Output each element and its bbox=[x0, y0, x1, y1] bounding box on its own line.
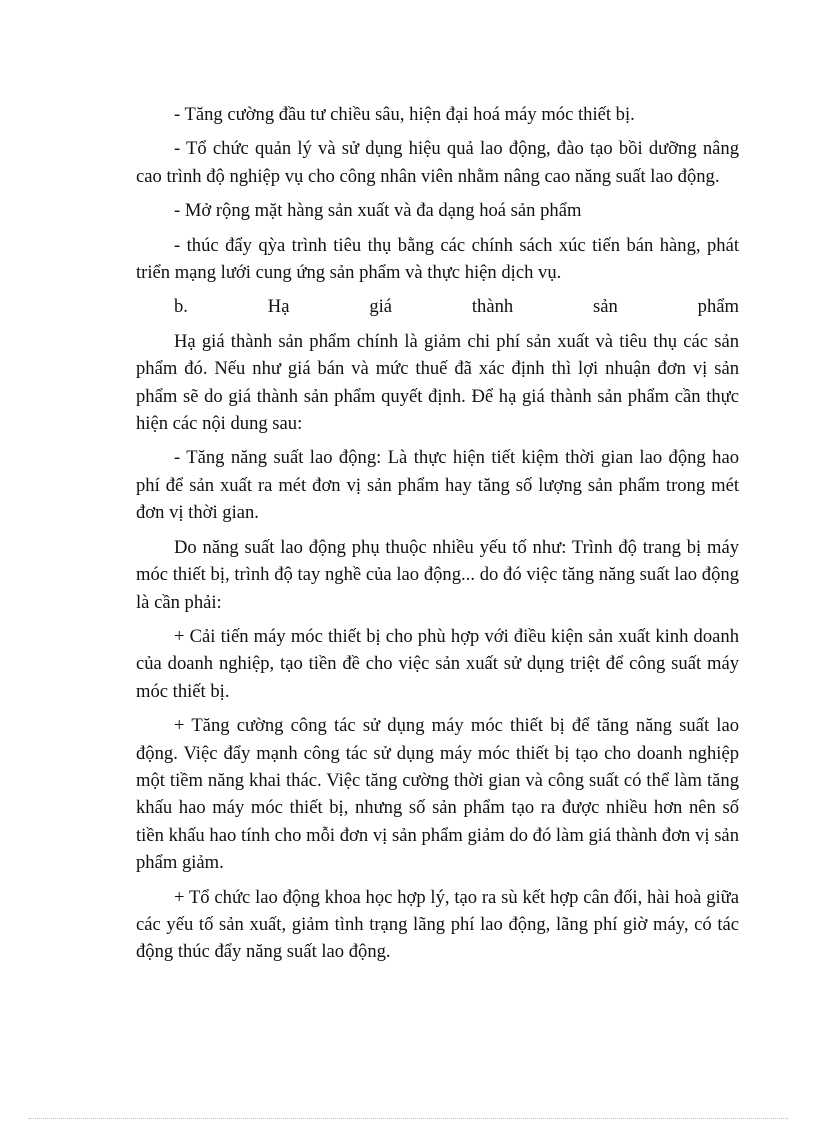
paragraph-productivity: - Tăng năng suất lao động: Là thực hiện tiết kiệm thời gian lao động hao phí để sản xuất ra mét đơn vị sản phẩm hay tăng số lượng sản phẩm trong mét đơn vị thời gian. bbox=[136, 447, 739, 524]
paragraph-promote-consumption: - thúc đẩy qỳa trình tiêu thụ bằng các chính sách xúc tiến bán hàng, phát triển mạng lưới cung ứng sản phẩm và thực hiện dịch vụ. bbox=[136, 234, 739, 284]
paragraph-labor-organization: + Tổ chức lao động khoa học hợp lý, tạo ra sù kết hợp cân đối, hài hoà giữa các yếu tố sản xuất, giảm tình trạng lãng phí lao động, lãng phí giờ máy, có tác động thúc đẩy năng suất lao động. bbox=[136, 886, 739, 963]
document-body bbox=[136, 101, 739, 973]
paragraph-equipment-usage: + Tăng cường công tác sử dụng máy móc thiết bị để tăng năng suất lao động. Việc đẩy mạnh công tác sử dụng máy móc thiết bị tạo cho doanh nghiệp một tiềm năng khai thác. Việc tăng cường thời gian và công suất có thể làm tăng khấu hao máy móc thiết bị, nhưng số sản phẩm tạo ra được nhiều hơn nên số tiền khấu hao tính cho mỗi đơn vị sản phẩm giảm do đó làm giá thành đơn vị sản phẩm giảm. bbox=[136, 715, 739, 874]
paragraph-labor-management: - Tổ chức quản lý và sử dụng hiệu quả lao động, đào tạo bồi dưỡng nâng cao trình độ nghiệp vụ cho công nhân viên nhằm nâng cao năng suất lao động. bbox=[136, 138, 739, 187]
paragraph-cost-reduction-intro: Hạ giá thành sản phẩm chính là giảm chi phí sản xuất và tiêu thụ các sản phẩm đó. Nếu như giá bán và mức thuế đã xác định thì lợi nhuận đơn vị sản phẩm sẽ do giá thành sản phẩm quyết định. Để hạ giá thành sản phẩm cần thực hiện các nội dung sau: bbox=[136, 330, 739, 435]
paragraph-productivity-factors: Do năng suất lao động phụ thuộc nhiều yếu tố như: Trình độ trang bị máy móc thiết bị, trình độ tay nghề của lao động... do đó việc tăng năng suất lao động là cần phải: bbox=[136, 536, 739, 613]
paragraph-improve-equipment: + Cải tiến máy móc thiết bị cho phù hợp với điều kiện sản xuất kinh doanh của doanh nghiệp, tạo tiền đề cho việc sản xuất sử dụng triệt để công suất máy móc thiết bị. bbox=[136, 625, 739, 702]
page-bottom-divider bbox=[28, 1118, 788, 1119]
paragraph-expand-products: - Mở rộng mặt hàng sản xuất và đa dạng hoá sản phẩm bbox=[174, 200, 582, 222]
paragraph-invest-depth: - Tăng cường đầu tư chiều sâu, hiện đại hoá máy móc thiết bị. bbox=[174, 104, 635, 125]
section-heading: b. Hạ giá thành sản phẩm bbox=[174, 296, 739, 318]
